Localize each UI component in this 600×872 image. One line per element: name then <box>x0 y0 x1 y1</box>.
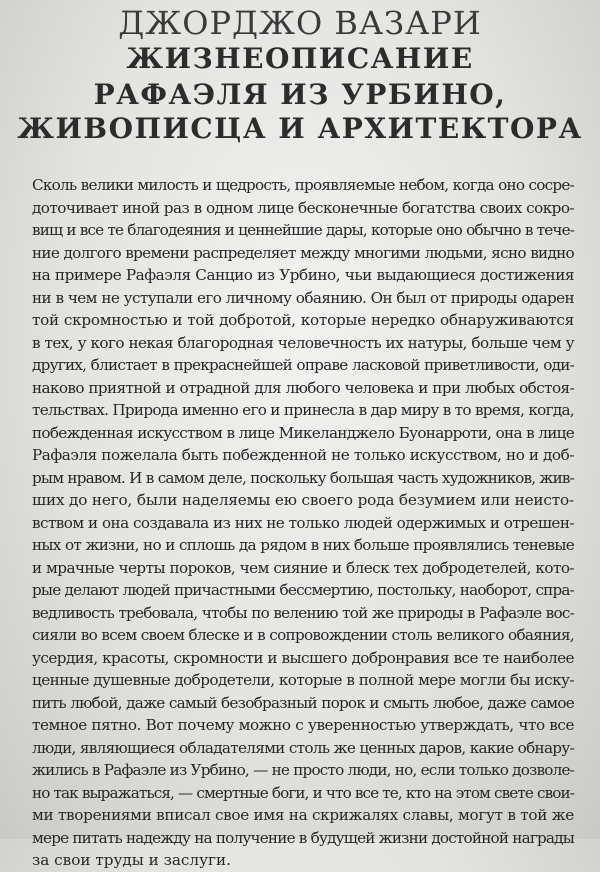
text-line: Сколь велики милость и щедрость, проявляемые небом, когда оно сосре- <box>32 176 574 194</box>
title-line-2: РАФАЭЛЯ ИЗ УРБИНО, <box>93 78 507 111</box>
author-name: ДЖОРДЖО ВАЗАРИ <box>118 4 482 42</box>
text-line: рые делают людей причастными бессмертию, постольку, наоборот, спра- <box>32 581 574 599</box>
text-line: тельствах. Природа именно его и принесла в дар миру в то время, когда, <box>32 401 574 419</box>
text-line: вством и она создавала из них не только людей одержимых и отрешен- <box>32 513 574 532</box>
text-line: наково приятной и отрадной для любого человека и при любых обстоя- <box>32 378 574 397</box>
text-line: доточивает иной раз в одном лице бесконечные богатства своих сокро- <box>32 198 574 217</box>
text-line: ние долгого времени распределяет между многими людьми, ясно видно <box>32 243 574 262</box>
text-line: той скромностью и той добротой, которые нередко обнаруживаются <box>32 311 574 329</box>
title-line-3: ЖИВОПИСЦА И АРХИТЕКТОРА <box>17 112 583 145</box>
text-line: ни в чем не уступали его личному обаянию. Он был от природы одарен <box>32 288 574 307</box>
text-line: люди, являющиеся обладателями столь же ценных даров, какие обнару- <box>32 738 574 757</box>
title-line-1: ЖИЗНЕОПИСАНИЕ <box>126 42 474 75</box>
text-line: ми творениями вписал свое имя на скрижалях славы, могут в той же <box>32 806 574 824</box>
text-line: пить любой, даже самый безобразный порок и смыть любое, даже самое <box>32 693 574 712</box>
text-line: жились в Рафаэле из Урбино, — не просто люди, но, если только дозволе- <box>32 761 574 779</box>
text-line: и мрачные черты пороков, чем сияние и блеск тех добродетелей, кото- <box>32 558 574 577</box>
text-line: других, блистает в прекраснейшей оправе ласковой приветливости, оди- <box>32 356 574 374</box>
text-line: но так выражаться, — смертные боги, и что все те, кто на этом свете свои- <box>32 783 574 802</box>
text-line: темное пятно. Вот почему можно с уверенностью утверждать, что все <box>32 716 574 734</box>
text-line: за свои труды и заслуги. <box>32 851 231 869</box>
text-line: на примере Рафаэля Санцио из Урбино, чьи выдающиеся достижения <box>32 266 574 284</box>
text-line: мере питать надежду на получение в будущей жизни достойной награды <box>32 828 574 847</box>
text-line: ших до него, были наделяемы ею своего рода безумием или неисто- <box>32 491 574 509</box>
text-line: ведливость требовала, чтобы по велению той же природы в Рафаэле вос- <box>32 603 574 622</box>
text-line: рым нравом. И в самом деле, поскольку большая часть художников, жив- <box>32 468 574 487</box>
text-line: побежденная искусством в лице Микеланджело Буонарроти, она в лице <box>32 423 574 442</box>
text-line: в тех, у кого некая благородная человечность их натуры, больше чем у <box>32 333 574 352</box>
text-line: ценные душевные добродетели, которые в полной мере могли бы иску- <box>32 671 574 689</box>
text-line: сияли во всем своем блеске и в сопровождении столь великого обаяния, <box>32 626 574 644</box>
text-line: усердия, красоты, скромности и высшего добронравия все те наиболее <box>32 648 574 667</box>
text-line: ных от жизни, но и сплошь да рядом в них больше проявлялись теневые <box>32 536 574 554</box>
text-line: Рафаэля пожелала быть побежденной не только искусством, но и доб- <box>32 446 574 464</box>
text-line: вищ и все те благодеяния и ценнейшие дары, которые оно обычно в тече- <box>32 221 574 239</box>
body-paragraph <box>32 174 574 872</box>
